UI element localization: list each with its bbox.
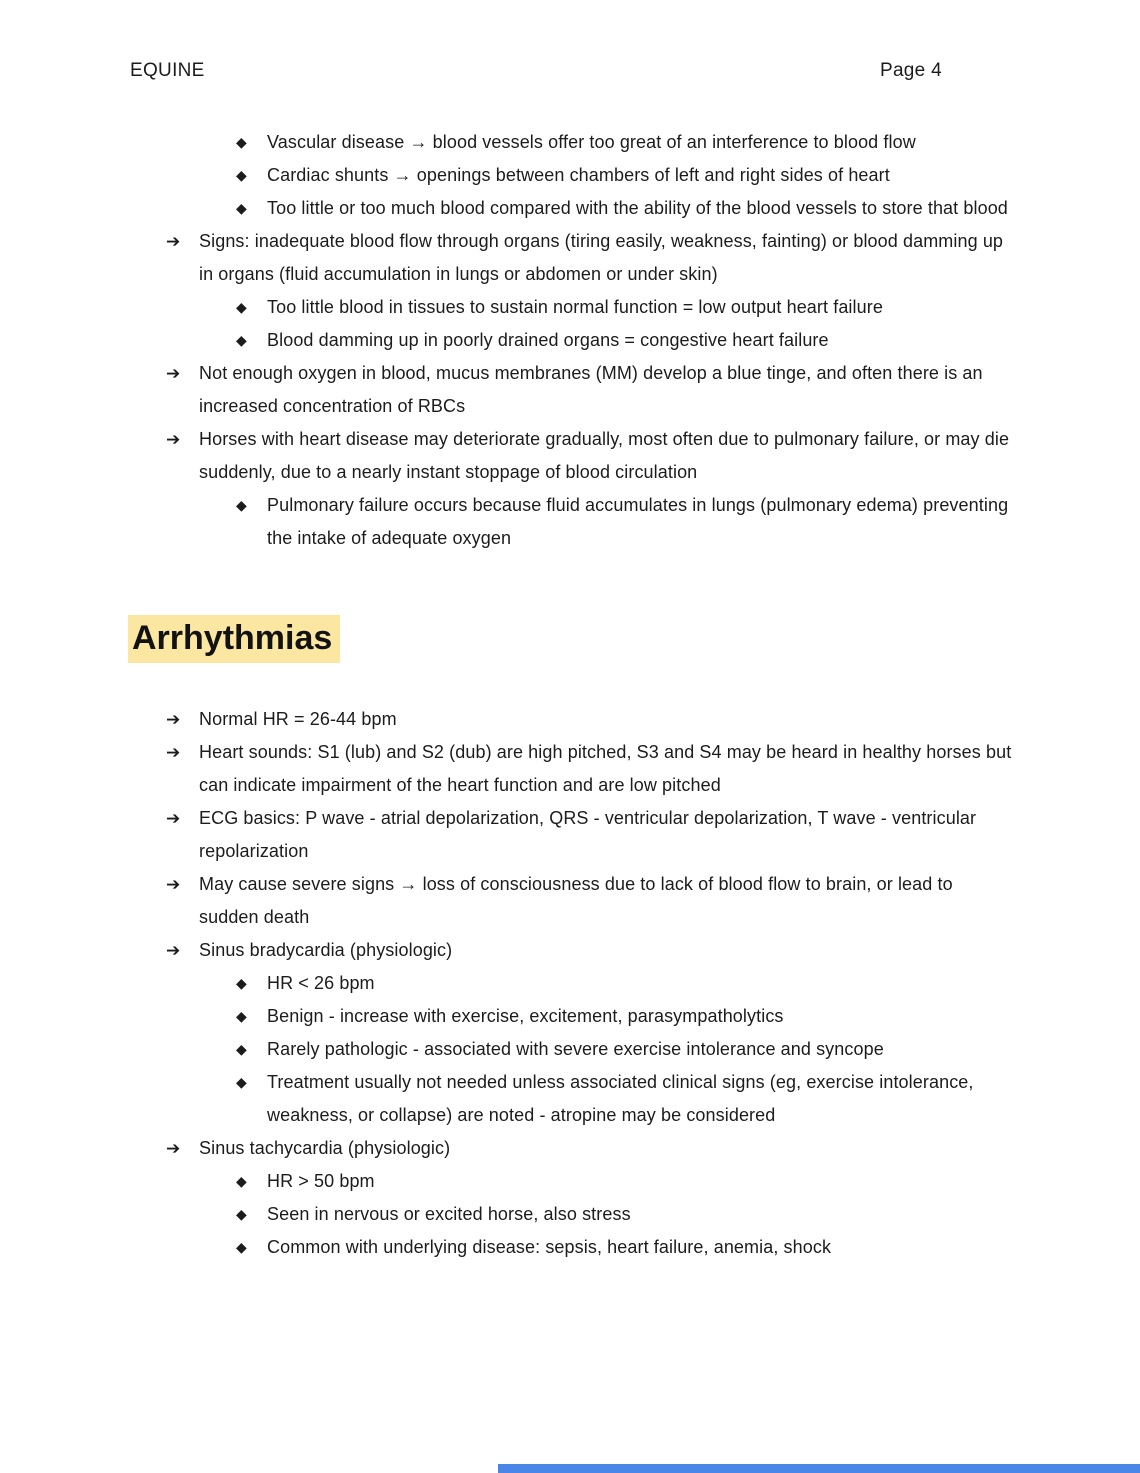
arrow-bullet-icon: ➔ — [166, 364, 181, 383]
list-item-text: Treatment usually not needed unless associated clinical signs (eg, exercise intolerance, weakness, or collapse) are noted - atropine may be considered — [267, 1072, 974, 1125]
diamond-bullet-icon: ◆ — [236, 975, 247, 991]
list-item — [130, 1132, 1012, 1165]
list-item — [130, 1066, 1012, 1132]
list-item-text: HR < 26 bpm — [267, 973, 375, 993]
list-item-text: Blood damming up in poorly drained organs = congestive heart failure — [267, 330, 829, 350]
list-item-text: Heart sounds: S1 (lub) and S2 (dub) are high pitched, S3 and S4 may be heard in healthy horses but can indicate impairment of the heart function and are low pitched — [199, 742, 1012, 795]
diamond-bullet-icon: ◆ — [236, 1041, 247, 1057]
list-item-text: Too little blood in tissues to sustain normal function = low output heart failure — [267, 297, 883, 317]
document-content — [130, 126, 1012, 1264]
diamond-bullet-icon: ◆ — [236, 1239, 247, 1255]
arrow-bullet-icon: ➔ — [166, 232, 181, 251]
list-item — [130, 868, 1012, 934]
list-item — [130, 1165, 1012, 1198]
diamond-bullet-icon: ◆ — [236, 332, 247, 348]
list-item-text: Horses with heart disease may deteriorate gradually, most often due to pulmonary failure, or may die suddenly, due to a nearly instant stoppage of blood circulation — [199, 429, 1010, 482]
list-item — [130, 1000, 1012, 1033]
bullet-list — [130, 126, 1012, 555]
list-item-text: ECG basics: P wave - atrial depolarization, QRS - ventricular depolarization, T wave - ventricular repolarization — [199, 808, 977, 861]
diamond-bullet-icon: ◆ — [236, 134, 247, 150]
list-item — [130, 489, 1012, 555]
bullet-list — [130, 703, 1012, 1264]
list-item-text: Cardiac shunts → openings between chambers of left and right sides of heart — [267, 165, 890, 185]
list-item-text: Normal HR = 26-44 bpm — [199, 709, 397, 729]
list-item — [130, 802, 1012, 868]
diamond-bullet-icon: ◆ — [236, 1008, 247, 1024]
list-item — [130, 159, 1012, 192]
list-item — [130, 225, 1012, 291]
list-item — [130, 934, 1012, 967]
page-number: Page 4 — [879, 60, 942, 81]
arrow-bullet-icon: ➔ — [166, 875, 181, 894]
list-item — [130, 1033, 1012, 1066]
arrow-bullet-icon: ➔ — [166, 941, 181, 960]
arrow-bullet-icon: ➔ — [166, 809, 181, 828]
diamond-bullet-icon: ◆ — [236, 1173, 247, 1189]
arrow-bullet-icon: ➔ — [166, 430, 181, 449]
list-item — [130, 291, 1012, 324]
arrow-bullet-icon: ➔ — [166, 743, 181, 762]
arrow-bullet-icon: ➔ — [166, 1139, 181, 1158]
list-item-text: Too little or too much blood compared with the ability of the blood vessels to store that blood — [267, 198, 1008, 218]
list-item-text: Benign - increase with exercise, excitement, parasympatholytics — [267, 1006, 784, 1026]
list-item — [130, 324, 1012, 357]
section-heading: Arrhythmias — [128, 615, 340, 663]
list-item-text: Not enough oxygen in blood, mucus membranes (MM) develop a blue tinge, and often there is an increased concentration of RBCs — [199, 363, 983, 416]
list-item-text: Common with underlying disease: sepsis, heart failure, anemia, shock — [267, 1237, 832, 1257]
list-item — [130, 357, 1012, 423]
list-item — [130, 736, 1012, 802]
diamond-bullet-icon: ◆ — [236, 497, 247, 513]
list-item-text: HR > 50 bpm — [267, 1171, 375, 1191]
diamond-bullet-icon: ◆ — [236, 299, 247, 315]
page-header — [130, 60, 1010, 82]
list-item-text: Sinus bradycardia (physiologic) — [199, 940, 453, 960]
diamond-bullet-icon: ◆ — [236, 1074, 247, 1090]
list-item — [130, 967, 1012, 1000]
arrow-bullet-icon: ➔ — [166, 710, 181, 729]
section-heading-row — [128, 615, 1012, 663]
list-item — [130, 703, 1012, 736]
list-item-text: Pulmonary failure occurs because fluid accumulates in lungs (pulmonary edema) preventing the intake of adequate oxygen — [267, 495, 1009, 548]
diamond-bullet-icon: ◆ — [236, 167, 247, 183]
list-item — [130, 423, 1012, 489]
list-item — [130, 192, 1012, 225]
list-item-text: Rarely pathologic - associated with severe exercise intolerance and syncope — [267, 1039, 884, 1059]
diamond-bullet-icon: ◆ — [236, 1206, 247, 1222]
list-item — [130, 126, 1012, 159]
header-title: EQUINE — [130, 60, 205, 81]
list-item-text: Signs: inadequate blood flow through organs (tiring easily, weakness, fainting) or blood damming up in organs (fluid accumulation in lungs or abdomen or under skin) — [199, 231, 1004, 284]
list-item-text: Sinus tachycardia (physiologic) — [199, 1138, 451, 1158]
list-item — [130, 1231, 1012, 1264]
diamond-bullet-icon: ◆ — [236, 200, 247, 216]
list-item-text: May cause severe signs → loss of consciousness due to lack of blood flow to brain, or lead to sudden death — [199, 874, 953, 927]
list-item — [130, 1198, 1012, 1231]
list-item-text: Seen in nervous or excited horse, also stress — [267, 1204, 631, 1224]
list-item-text: Vascular disease → blood vessels offer too great of an interference to blood flow — [267, 132, 916, 152]
page-edge-bar — [498, 1464, 1140, 1473]
